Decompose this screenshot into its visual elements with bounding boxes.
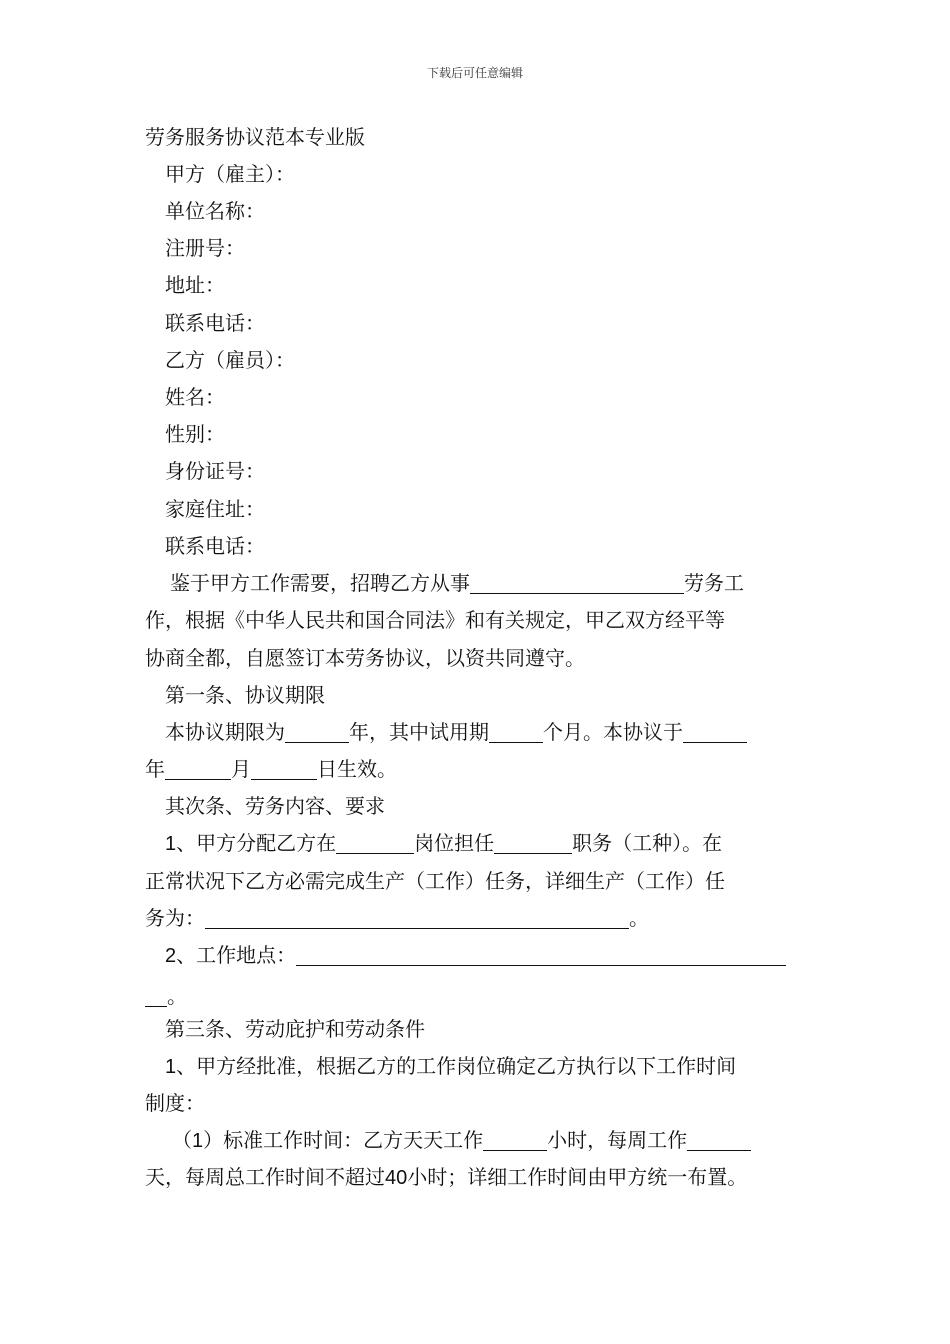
party-b-field-gender: 性别： <box>165 422 225 446</box>
article-3-text-a: 、甲方经批准，根据乙方的工作岗位确定乙方执行以下工作时间 <box>176 1054 737 1078</box>
article-1-text-day: 日生效。 <box>317 757 397 781</box>
item-number: 2 <box>165 945 177 967</box>
article-3-item-1-line-1 <box>165 1053 835 1080</box>
work-location-label: 、工作地点： <box>176 943 297 967</box>
blank-post[interactable] <box>336 833 414 854</box>
party-b-field-address: 家庭住址： <box>165 497 265 521</box>
article-2-tasks-end: 。 <box>629 906 649 930</box>
article-1-text-a: 本协议期限为 <box>165 720 285 744</box>
article-3-sub-text-d: 小时；详细工作时间由甲方统一布置。 <box>407 1165 748 1189</box>
preamble-line-2: 作，根据《中华人民共和国合同法》和有关规定，甲乙双方经平等 <box>145 608 725 632</box>
article-1-text-c: 个月。本协议于 <box>543 720 683 744</box>
blank-tasks[interactable] <box>205 908 629 929</box>
document-title: 劳务服务协议范本专业版 <box>145 125 365 149</box>
article-2-item-2-line-2 <box>145 983 815 1009</box>
article-1-text-month: 月 <box>231 757 251 781</box>
preamble-text-2: 劳务工 <box>684 571 744 595</box>
article-3-heading: 第三条、劳动庇护和劳动条件 <box>165 1017 425 1041</box>
article-2-heading: 其次条、劳务内容、要求 <box>165 794 385 818</box>
article-1-text-b: 年，其中试用期 <box>349 720 489 744</box>
blank-duty[interactable] <box>494 833 572 854</box>
weekly-hours-limit: 40 <box>385 1167 408 1189</box>
party-b-field-id: 身份证号： <box>165 459 265 483</box>
party-b-field-name: 姓名： <box>165 385 225 409</box>
blank-job-field[interactable] <box>470 573 684 594</box>
article-3-sub-1-line-1 <box>172 1127 842 1154</box>
blank-work-location-cont[interactable] <box>145 986 167 1007</box>
article-3-sub-1-line-2 <box>145 1164 815 1191</box>
article-2-tasks-label: 务为： <box>145 906 205 930</box>
blank-start-day[interactable] <box>251 759 317 780</box>
party-a-field-address: 地址： <box>165 273 225 297</box>
item-number: 1 <box>165 1056 177 1078</box>
blank-start-year[interactable] <box>683 722 747 743</box>
blank-term-years[interactable] <box>285 722 349 743</box>
header-note: 下载后可任意编辑 <box>426 66 523 80</box>
article-3-sub-text-a: 标准工作时间：乙方天天工作 <box>223 1128 484 1152</box>
preamble-text-1: 鉴于甲方工作需要，招聘乙方从事 <box>170 571 470 595</box>
article-2-item-2-line-1 <box>165 942 835 969</box>
article-1-text-year: 年 <box>145 757 165 781</box>
article-1-line-2 <box>145 756 815 782</box>
party-b-heading: 乙方（雇员）： <box>165 348 295 372</box>
blank-probation-months[interactable] <box>489 722 543 743</box>
party-a-field-reg: 注册号： <box>165 236 245 260</box>
blank-weekly-days[interactable] <box>687 1130 751 1151</box>
article-1-line-1 <box>165 719 835 745</box>
article-2-text-b: 岗位担任 <box>414 831 495 855</box>
party-a-field-phone: 联系电话： <box>165 311 265 335</box>
blank-work-location[interactable] <box>296 945 786 966</box>
article-1-heading: 第一条、协议期限 <box>165 683 325 707</box>
article-2-text-c: 职务（工种）。在 <box>572 831 723 855</box>
preamble-line-1 <box>170 570 840 596</box>
article-3-sub-text-b: 小时，每周工作 <box>547 1128 688 1152</box>
blank-daily-hours[interactable] <box>483 1130 547 1151</box>
article-3-item-1-line-2: 制度： <box>145 1091 205 1115</box>
preamble-line-3: 协商全都，自愿签订本劳务协议，以资共同遵守。 <box>145 646 585 670</box>
article-2-text-a: 、甲方分配乙方在 <box>176 831 337 855</box>
party-a-field-name: 单位名称： <box>165 199 265 223</box>
article-2-item-1-line-3 <box>145 905 815 931</box>
blank-start-month[interactable] <box>165 759 231 780</box>
party-a-heading: 甲方（雇主）： <box>165 162 295 186</box>
article-3-sub-text-c: 天，每周总工作时间不超过 <box>145 1165 385 1189</box>
item-number: 1 <box>165 833 177 855</box>
work-location-end: 。 <box>167 984 187 1008</box>
sub-item-number: （1） <box>172 1130 224 1152</box>
party-b-field-phone: 联系电话： <box>165 534 265 558</box>
article-2-item-1-line-1 <box>165 830 835 857</box>
article-2-item-1-line-2: 正常状况下乙方必需完成生产（工作）任务，详细生产（工作）任 <box>145 869 725 893</box>
